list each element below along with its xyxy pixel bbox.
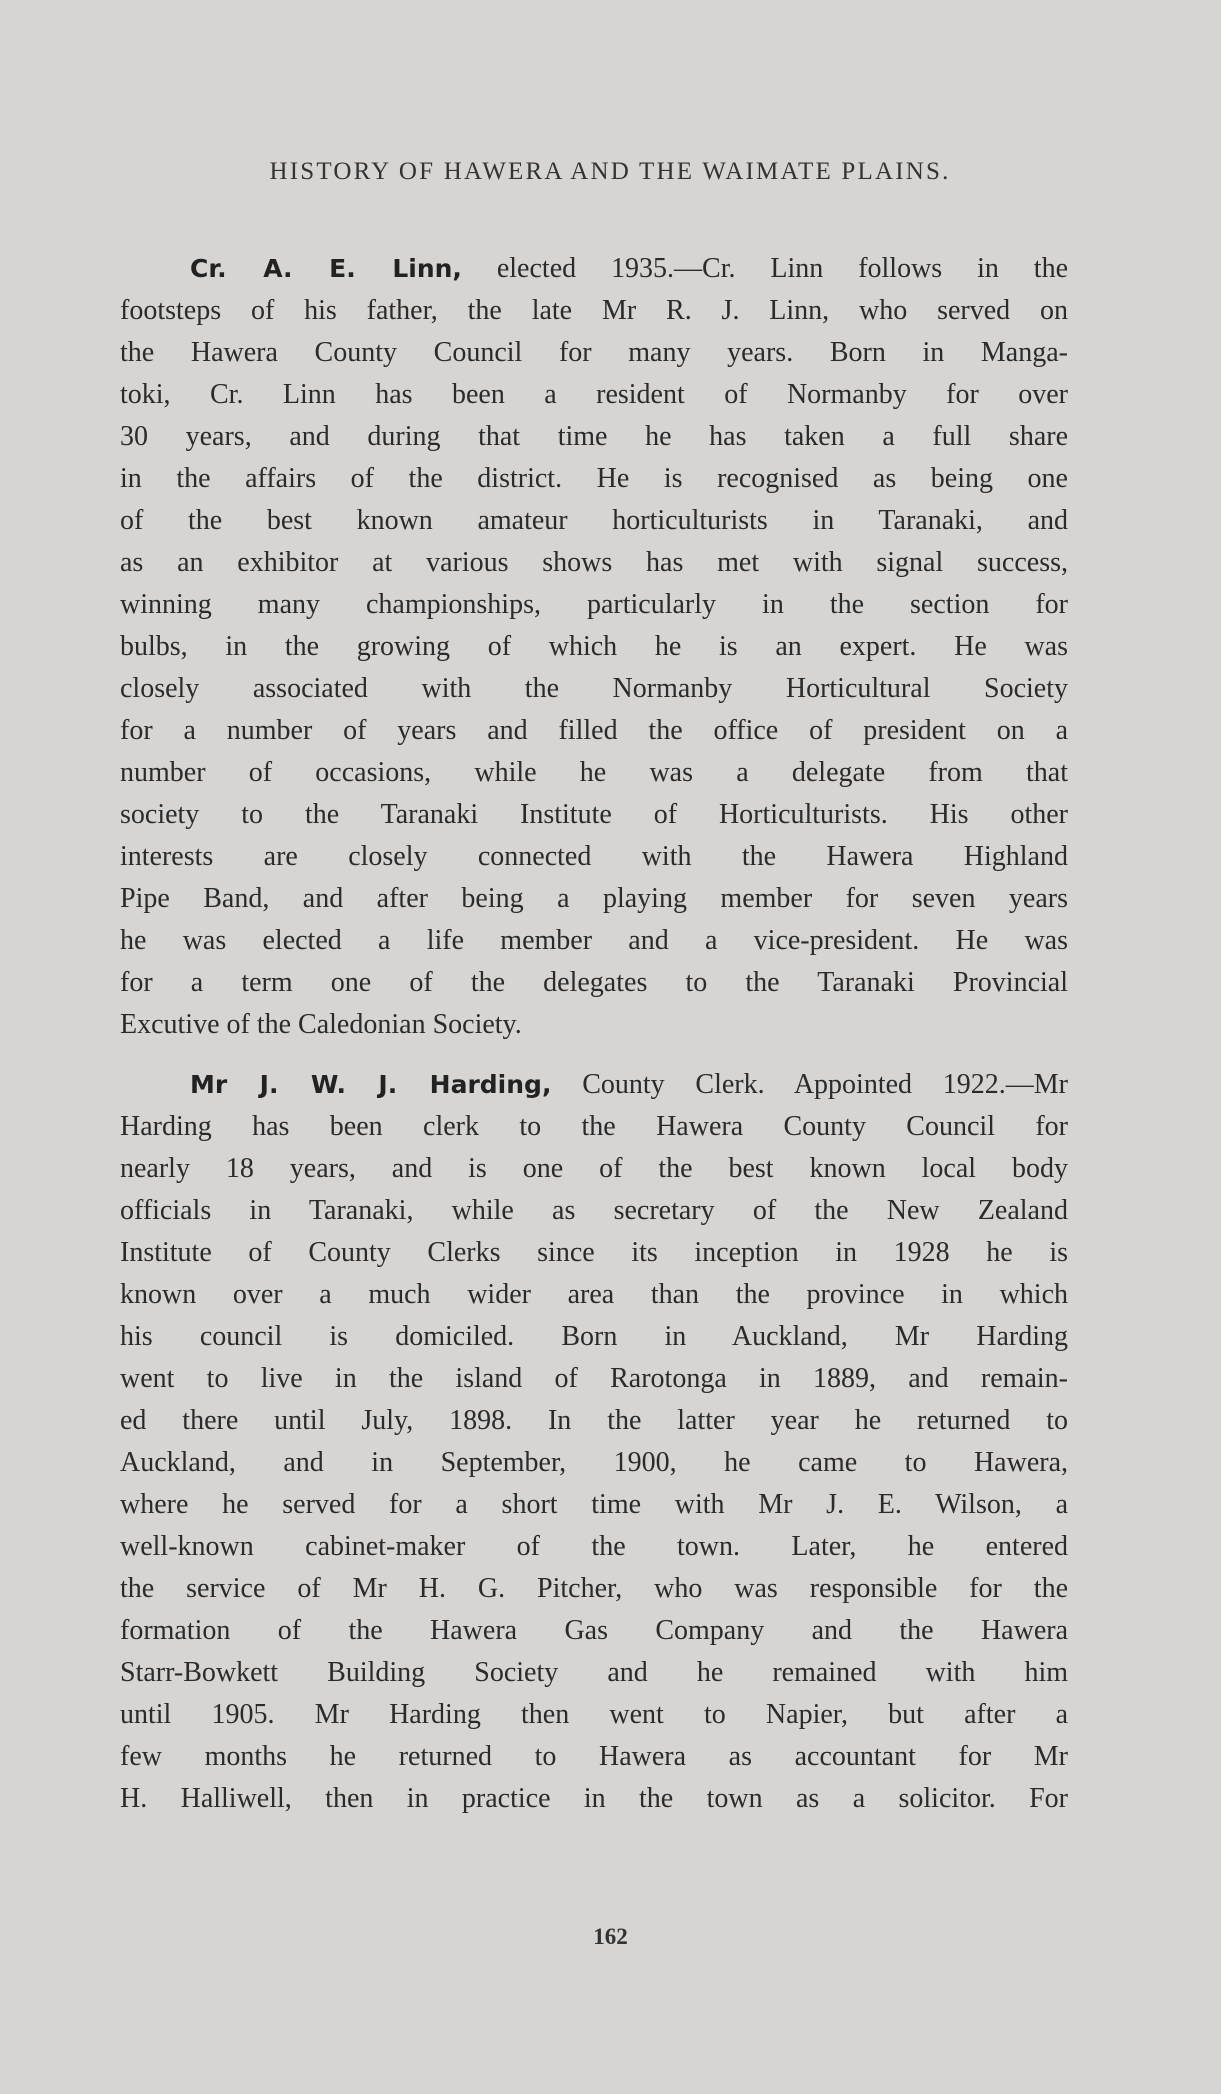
- text-line: footsteps of his father, the late Mr R. J. Linn, who served on: [120, 295, 1068, 326]
- person-name: Cr. A. E. Linn,: [190, 254, 462, 283]
- text-line: until 1905. Mr Harding then went to Napier, but after a: [120, 1699, 1068, 1730]
- person-name: Mr J. W. J. Harding,: [190, 1070, 552, 1099]
- text-line: interests are closely connected with the Hawera Highland: [120, 841, 1068, 872]
- text-line: Cr. A. E. Linn, elected 1935.—Cr. Linn follows in the: [190, 253, 1068, 284]
- text-line: he was elected a life member and a vice-president. He was: [120, 925, 1068, 956]
- text-line: as an exhibitor at various shows has met with signal success,: [120, 547, 1068, 578]
- text-line: officials in Taranaki, while as secretary of the New Zealand: [120, 1195, 1068, 1226]
- text-line: the service of Mr H. G. Pitcher, who was responsible for the: [120, 1573, 1068, 1604]
- text-line: where he served for a short time with Mr J. E. Wilson, a: [120, 1489, 1068, 1520]
- text-line: Excutive of the Caledonian Society.: [120, 1009, 522, 1040]
- text-line: toki, Cr. Linn has been a resident of Normanby for over: [120, 379, 1068, 410]
- text-line: well-known cabinet-maker of the town. Later, he entered: [120, 1531, 1068, 1562]
- text-line: few months he returned to Hawera as accountant for Mr: [120, 1741, 1068, 1772]
- text-line: ed there until July, 1898. In the latter year he returned to: [120, 1405, 1068, 1436]
- text-line: went to live in the island of Rarotonga in 1889, and remain-: [120, 1363, 1068, 1394]
- paragraph-harding: [120, 1064, 1068, 1820]
- text-line: Harding has been clerk to the Hawera County Council for: [120, 1111, 1068, 1142]
- text-line: winning many championships, particularly in the section for: [120, 589, 1068, 620]
- text-line: for a number of years and filled the office of president on a: [120, 715, 1068, 746]
- text-line: Auckland, and in September, 1900, he came to Hawera,: [120, 1447, 1068, 1478]
- text-line: known over a much wider area than the province in which: [120, 1279, 1068, 1310]
- text-line: for a term one of the delegates to the Taranaki Provincial: [120, 967, 1068, 998]
- text-line: Mr J. W. J. Harding, County Clerk. Appointed 1922.—Mr: [190, 1069, 1069, 1100]
- text-line: closely associated with the Normanby Horticultural Society: [120, 673, 1068, 704]
- text-line: H. Halliwell, then in practice in the town as a solicitor. For: [120, 1783, 1068, 1814]
- text-line: of the best known amateur horticulturists in Taranaki, and: [120, 505, 1068, 536]
- text-line: 30 years, and during that time he has taken a full share: [120, 421, 1068, 452]
- body-text: [120, 248, 1068, 1820]
- text-line: Starr-Bowkett Building Society and he remained with him: [120, 1657, 1068, 1688]
- text-line: Pipe Band, and after being a playing member for seven years: [120, 883, 1068, 914]
- text-line: bulbs, in the growing of which he is an expert. He was: [120, 631, 1068, 662]
- text-line: his council is domiciled. Born in Auckland, Mr Harding: [120, 1321, 1068, 1352]
- text-line: Institute of County Clerks since its inception in 1928 he is: [120, 1237, 1068, 1268]
- paragraph-linn: [120, 248, 1068, 1046]
- text-line: formation of the Hawera Gas Company and the Hawera: [120, 1615, 1068, 1646]
- text-line: the Hawera County Council for many years. Born in Manga-: [120, 337, 1068, 368]
- text-line: society to the Taranaki Institute of Horticulturists. His other: [120, 799, 1068, 830]
- text-line: number of occasions, while he was a delegate from that: [120, 757, 1068, 788]
- text-line: in the affairs of the district. He is recognised as being one: [120, 463, 1068, 494]
- page-number: 162: [593, 1924, 628, 1949]
- running-head: HISTORY OF HAWERA AND THE WAIMATE PLAINS.: [269, 158, 951, 185]
- text-line: nearly 18 years, and is one of the best known local body: [120, 1153, 1068, 1184]
